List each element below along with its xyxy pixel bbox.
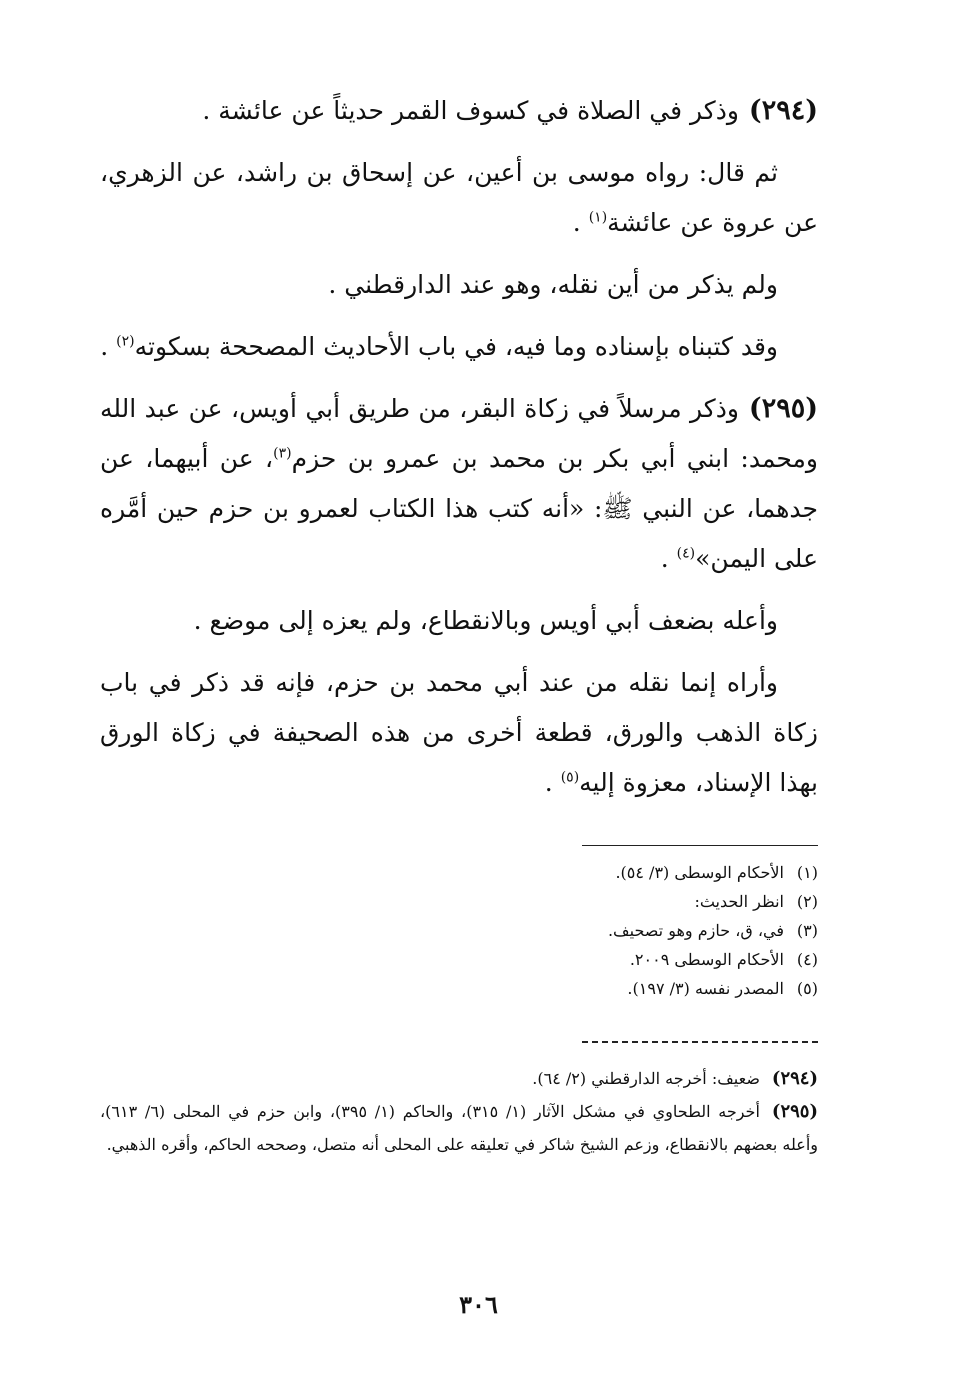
- footnote-item: [198, 887, 818, 916]
- paragraph-tail: .: [660, 544, 677, 573]
- takhrij-number: (٢٩٥): [771, 1101, 818, 1122]
- footnote-text: الأحكام الوسطى ٢٠٠٩.: [629, 950, 784, 969]
- footnote-mark: (٤): [796, 950, 818, 969]
- takhrij-number: (٢٩٤): [771, 1068, 818, 1089]
- paragraph-295: [100, 384, 818, 584]
- paragraph-text: وقد كتبناه بإسناده وما فيه، في باب الأحاديث المصححة بسكوته: [134, 332, 778, 361]
- footnote-text: انظر الحديث:: [694, 892, 784, 911]
- paragraph-text: وأراه إنما نقله من عند أبي محمد بن حزم، فإنه قد ذكر في باب زكاة الذهب والورق، قطعة أخرى من هذه الصحيفة في زكاة الورق بهذا الإسناد، معزوة إليه: [100, 668, 818, 797]
- footnote-mark: (٢): [796, 892, 818, 911]
- takhrij-item: [100, 1095, 818, 1161]
- paragraph-tail: .: [544, 768, 561, 797]
- page-number: ٣٠٦: [459, 1290, 498, 1319]
- footnote-item: [198, 858, 818, 887]
- footnote-text: المصدر نفسه (٣/ ١٩٧).: [627, 979, 784, 998]
- paragraph: [100, 658, 818, 808]
- paragraph-294: [100, 86, 818, 136]
- footnote-item: [198, 916, 818, 945]
- footnote-mark: (١): [796, 863, 818, 882]
- footnote-text: في، ق، حازم وهو تصحيف.: [607, 921, 784, 940]
- paragraph-text: وذكر في الصلاة في كسوف القمر حديثاً عن عائشة .: [202, 96, 739, 125]
- footnotes: [198, 858, 818, 1003]
- footnote-ref[interactable]: (٢): [116, 333, 135, 350]
- paragraph-tail: .: [100, 332, 117, 361]
- takhrij-divider: [582, 1041, 818, 1043]
- footnote-ref[interactable]: (٤): [676, 545, 696, 562]
- hadith-number: (٢٩٥): [748, 393, 818, 424]
- footnote-mark: (٥): [796, 979, 818, 998]
- footnote-text: الأحكام الوسطى (٣/ ٥٤).: [615, 863, 784, 882]
- takhrij-text: أخرجه الطحاوي في مشكل الآثار (١/ ٣١٥)، والحاكم (١/ ٣٩٥)، وابن حزم في المحلى (٦/ ٦١٣)، وأعله بعضهم بالانقطاع، وزعم الشيخ شاكر في تعليقه على المحلى أنه متصل، وصححه الحاكم، وأقره الذهبي.: [100, 1102, 818, 1154]
- footnote-ref[interactable]: (٥): [560, 769, 580, 786]
- paragraph: [100, 596, 818, 646]
- paragraph-text: ثم قال: رواه موسى بن أعين، عن إسحاق بن راشد، عن الزهري، عن عروة عن عائشة: [100, 158, 818, 237]
- footnote-item: [198, 974, 818, 1003]
- paragraph-text: ، عن أبيهما، عن جدهما، عن النبي ﷺ: «أنه كتب هذا الكتاب لعمرو بن حزم حين أمَّره على اليمن»: [100, 444, 818, 573]
- footnote-divider: [582, 845, 818, 846]
- paragraph: [100, 260, 818, 310]
- takhrij-text: ضعيف: أخرجه الدارقطني (٢/ ٦٤).: [532, 1069, 760, 1088]
- paragraph-text: ولم يذكر من أين نقله، وهو عند الدارقطني .: [328, 270, 778, 299]
- paragraph: [100, 148, 818, 248]
- paragraph-tail: .: [572, 208, 589, 237]
- paragraph-text: وذكر مرسلاً في زكاة البقر، من طريق أبي أويس، عن عبد الله ومحمد: ابني أبي بكر بن محمد بن عمرو بن حزم: [100, 394, 818, 473]
- paragraph: [100, 322, 818, 372]
- footnote-ref[interactable]: (١): [588, 209, 608, 226]
- takhrij-item: [100, 1062, 818, 1095]
- takhrij-notes: [100, 1062, 818, 1161]
- hadith-number: (٢٩٤): [748, 95, 818, 126]
- footnote-ref[interactable]: (٣): [273, 445, 292, 462]
- main-text: [100, 86, 818, 820]
- footnote-item: [198, 945, 818, 974]
- footnote-mark: (٣): [796, 921, 818, 940]
- paragraph-text: وأعله بضعف أبي أويس وبالانقطاع، ولم يعزه إلى موضع .: [193, 606, 778, 635]
